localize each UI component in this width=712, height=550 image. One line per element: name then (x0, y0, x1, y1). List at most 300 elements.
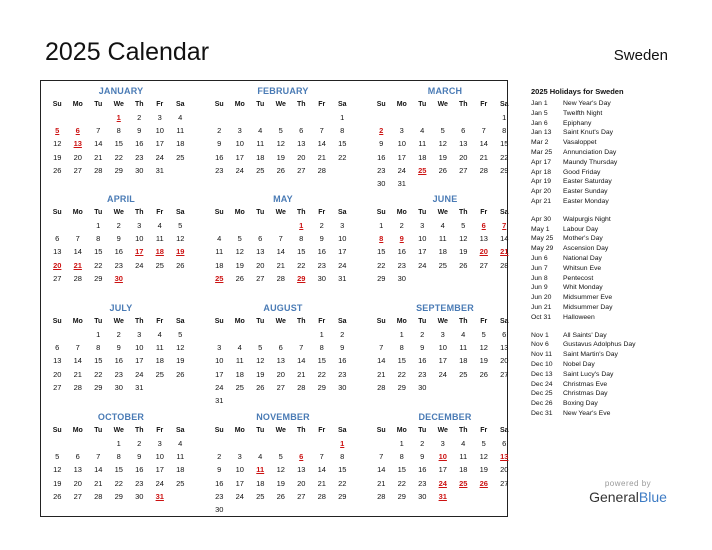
empty-day-cell (68, 219, 89, 232)
weekday-header: Mo (396, 318, 407, 325)
holiday-date: Dec 26 (531, 400, 553, 408)
day-cell: 26 (53, 165, 62, 175)
holiday-date: Jun 21 (531, 303, 552, 311)
day-cell: 14 (94, 465, 103, 475)
empty-day-cell (250, 328, 271, 341)
holiday-item (531, 360, 701, 370)
day-cell: 22 (94, 260, 103, 270)
day-cell: 5 (178, 221, 183, 230)
holiday-item (531, 313, 701, 323)
holiday-date: Jun 20 (531, 294, 552, 302)
day-cell: 2 (116, 330, 121, 339)
day-cell: 2 (420, 439, 425, 448)
day-cell: 14 (500, 234, 509, 244)
day-cell: 30 (215, 504, 224, 514)
month-name: SEPTEMBER (416, 303, 474, 313)
day-cell: 14 (73, 356, 82, 366)
holiday-day-cell: 13 (500, 452, 509, 462)
day-cell: 21 (73, 369, 82, 379)
day-cell: 10 (235, 465, 244, 475)
holiday-date: Apr 21 (531, 197, 552, 205)
day-cell: 14 (297, 356, 306, 366)
day-cell: 6 (258, 234, 263, 244)
weekday-header: We (275, 318, 286, 325)
day-cell: 7 (299, 343, 304, 353)
day-cell: 28 (479, 165, 488, 175)
day-cell: 19 (459, 247, 468, 257)
weekday-header: Th (296, 318, 306, 325)
empty-day-cell (271, 328, 292, 341)
day-cell: 5 (55, 452, 60, 462)
day-cell: 19 (276, 478, 285, 488)
month-days-grid (371, 315, 520, 394)
day-cell: 8 (299, 234, 304, 244)
day-cell: 6 (299, 126, 304, 136)
day-cell: 4 (237, 343, 242, 353)
day-cell: 14 (73, 247, 82, 257)
day-cell: 8 (399, 452, 404, 462)
day-cell: 21 (276, 260, 285, 270)
month-days-grid (209, 424, 358, 516)
month-april (46, 192, 196, 285)
day-cell: 12 (53, 465, 62, 475)
holiday-day-cell: 9 (399, 234, 404, 244)
day-cell: 6 (278, 343, 283, 353)
weekday-header: Mo (72, 427, 83, 434)
day-cell: 8 (319, 343, 324, 353)
day-cell: 5 (278, 452, 283, 462)
holiday-item (531, 128, 701, 138)
day-cell: 17 (155, 139, 164, 149)
holiday-item (531, 244, 701, 254)
weekday-header: We (437, 318, 448, 325)
holiday-day-cell: 25 (459, 478, 468, 488)
day-cell: 28 (297, 382, 306, 392)
day-cell: 4 (461, 439, 466, 448)
day-cell: 27 (500, 478, 509, 488)
holiday-date: Dec 13 (531, 370, 553, 378)
day-cell: 17 (338, 247, 347, 257)
day-cell: 4 (157, 330, 162, 339)
day-cell: 28 (377, 491, 386, 501)
day-cell: 21 (94, 152, 103, 162)
holiday-date: Jan 5 (531, 109, 548, 117)
weekday-header: Fr (480, 209, 488, 216)
day-cell: 6 (55, 343, 60, 353)
holiday-item (531, 197, 701, 207)
holiday-date: Jun 6 (531, 254, 548, 262)
day-cell: 7 (319, 126, 324, 136)
day-cell: 22 (500, 152, 509, 162)
day-cell: 4 (157, 221, 162, 230)
month-name: JANUARY (98, 86, 144, 96)
holiday-day-cell: 19 (176, 247, 185, 257)
month-may (208, 192, 358, 285)
day-cell: 27 (73, 165, 82, 175)
day-cell: 15 (338, 465, 347, 475)
weekday-header: Tu (256, 427, 265, 434)
weekday-header: Tu (418, 318, 427, 325)
weekday-header: Mo (234, 209, 245, 216)
day-cell: 8 (96, 234, 101, 244)
day-cell: 5 (481, 439, 486, 448)
holiday-day-cell: 26 (479, 478, 488, 488)
day-cell: 8 (96, 343, 101, 353)
day-cell: 13 (73, 465, 82, 475)
empty-day-cell (291, 328, 312, 341)
day-cell: 17 (155, 465, 164, 475)
holiday-day-cell: 5 (55, 126, 60, 136)
weekday-header: Sa (499, 318, 509, 325)
holiday-name: Epiphany (563, 119, 592, 127)
holiday-item (531, 138, 701, 148)
day-cell: 2 (340, 330, 345, 339)
day-cell: 20 (500, 465, 509, 475)
holiday-name: Christmas Eve (563, 380, 608, 388)
empty-day-cell (88, 437, 109, 450)
holiday-item (531, 234, 701, 244)
day-cell: 29 (338, 491, 347, 501)
holiday-item (531, 109, 701, 119)
weekday-header: Fr (156, 427, 164, 434)
day-cell: 18 (256, 152, 265, 162)
day-cell: 26 (438, 165, 447, 175)
weekday-header: Mo (234, 427, 245, 434)
weekday-header: Fr (156, 101, 164, 108)
day-cell: 16 (317, 247, 326, 257)
day-cell: 20 (500, 356, 509, 366)
holiday-item (531, 177, 701, 187)
day-cell: 25 (176, 478, 185, 488)
day-cell: 23 (317, 260, 326, 270)
day-cell: 14 (377, 356, 386, 366)
day-cell: 11 (235, 356, 244, 366)
empty-day-cell (68, 437, 89, 450)
day-cell: 19 (53, 152, 62, 162)
day-cell: 14 (317, 465, 326, 475)
day-cell: 24 (235, 165, 244, 175)
day-cell: 27 (256, 273, 265, 283)
day-cell: 12 (479, 343, 488, 353)
day-cell: 24 (338, 260, 347, 270)
empty-day-cell (250, 437, 271, 450)
month-name: FEBRUARY (257, 86, 309, 96)
day-cell: 6 (461, 126, 466, 136)
day-cell: 29 (114, 165, 123, 175)
day-cell: 10 (135, 343, 144, 353)
holiday-name: Midsummer Day (563, 303, 613, 311)
day-cell: 1 (96, 221, 101, 230)
day-cell: 9 (137, 452, 142, 462)
calendar-grid (40, 80, 508, 517)
day-cell: 3 (237, 126, 242, 136)
holiday-day-cell: 20 (479, 247, 488, 257)
day-cell: 1 (340, 113, 345, 122)
day-cell: 5 (481, 330, 486, 339)
day-cell: 15 (297, 247, 306, 257)
weekday-header: Tu (256, 318, 265, 325)
day-cell: 4 (440, 221, 445, 230)
day-cell: 25 (235, 382, 244, 392)
day-cell: 3 (399, 126, 404, 136)
day-cell: 5 (178, 330, 183, 339)
day-cell: 9 (116, 234, 121, 244)
weekday-header: We (113, 427, 124, 434)
day-cell: 29 (94, 382, 103, 392)
day-cell: 4 (258, 452, 263, 462)
holiday-date: Jan 1 (531, 100, 548, 107)
day-cell: 27 (73, 491, 82, 501)
day-cell: 18 (215, 260, 224, 270)
day-cell: 5 (461, 221, 466, 230)
day-cell: 15 (317, 356, 326, 366)
weekday-header: Tu (94, 101, 103, 108)
holiday-date: Nov 11 (531, 351, 553, 359)
weekday-header: Su (376, 427, 386, 434)
day-cell: 11 (176, 126, 185, 136)
holiday-item (531, 303, 701, 313)
day-cell: 4 (178, 113, 183, 122)
weekday-header: Tu (94, 209, 103, 216)
weekday-header: Mo (396, 427, 407, 434)
holiday-date: Mar 25 (531, 148, 553, 156)
holiday-name: Walpurgis Night (563, 215, 611, 223)
holiday-item (531, 331, 701, 341)
holiday-name: Easter Monday (563, 197, 609, 205)
month-days-grid (209, 98, 358, 177)
day-cell: 7 (481, 126, 486, 136)
day-cell: 22 (397, 478, 406, 488)
day-cell: 11 (459, 452, 468, 462)
empty-day-cell (88, 111, 109, 124)
day-cell: 31 (338, 273, 347, 283)
weekday-header: Fr (318, 101, 326, 108)
day-cell: 17 (135, 356, 144, 366)
country-label: Sweden (613, 47, 668, 64)
holiday-list-title: 2025 Holidays for Sweden (531, 87, 624, 96)
empty-day-cell (68, 328, 89, 341)
day-cell: 12 (176, 234, 185, 244)
day-cell: 10 (235, 139, 244, 149)
month-june (370, 192, 520, 285)
month-name: AUGUST (263, 303, 303, 313)
day-cell: 18 (438, 247, 447, 257)
day-cell: 22 (377, 260, 386, 270)
weekday-header: Fr (480, 427, 488, 434)
month-days-grid (47, 315, 196, 394)
day-cell: 13 (500, 343, 509, 353)
weekday-header: Mo (396, 209, 407, 216)
holiday-name: Christmas Day (563, 390, 608, 398)
holiday-day-cell: 7 (502, 221, 507, 230)
day-cell: 29 (397, 382, 406, 392)
holiday-item (531, 399, 701, 409)
day-cell: 9 (217, 465, 222, 475)
day-cell: 30 (114, 382, 123, 392)
holiday-day-cell: 1 (116, 113, 121, 122)
day-cell: 20 (73, 152, 82, 162)
day-cell: 24 (135, 260, 144, 270)
day-cell: 21 (377, 478, 386, 488)
day-cell: 10 (438, 343, 447, 353)
day-cell: 16 (418, 356, 427, 366)
day-cell: 5 (440, 126, 445, 136)
holiday-name: Whitsun Eve (563, 264, 602, 272)
day-cell: 29 (317, 382, 326, 392)
day-cell: 31 (215, 395, 224, 405)
day-cell: 1 (399, 330, 404, 339)
day-cell: 20 (73, 478, 82, 488)
holiday-day-cell: 21 (500, 247, 509, 257)
day-cell: 9 (340, 343, 345, 353)
holiday-day-cell: 11 (256, 465, 265, 475)
weekday-header: Sa (337, 318, 347, 325)
day-cell: 11 (176, 452, 185, 462)
holiday-name: New Year's Day (563, 100, 611, 107)
day-cell: 3 (440, 330, 445, 339)
empty-day-cell (230, 219, 251, 232)
weekday-header: Sa (337, 209, 347, 216)
day-cell: 29 (397, 491, 406, 501)
weekday-header: We (437, 209, 448, 216)
day-cell: 26 (459, 260, 468, 270)
weekday-header: Fr (318, 209, 326, 216)
page-title: 2025 Calendar (45, 38, 210, 66)
holiday-item (531, 225, 701, 235)
day-cell: 17 (438, 356, 447, 366)
month-name: NOVEMBER (256, 412, 310, 422)
weekday-header: Fr (318, 427, 326, 434)
holiday-day-cell: 2 (379, 126, 384, 136)
day-cell: 29 (94, 273, 103, 283)
day-cell: 25 (155, 260, 164, 270)
day-cell: 16 (215, 152, 224, 162)
month-name: MAY (273, 194, 293, 204)
holiday-name: Whit Monday (563, 284, 603, 292)
weekday-header: Th (296, 101, 306, 108)
holiday-date: Jan 13 (531, 129, 552, 137)
day-cell: 26 (53, 491, 62, 501)
day-cell: 23 (418, 478, 427, 488)
holiday-day-cell: 18 (155, 247, 164, 257)
empty-day-cell (209, 219, 230, 232)
brand-name (583, 489, 673, 505)
day-cell: 3 (157, 439, 162, 448)
month-name: OCTOBER (97, 412, 145, 422)
day-cell: 26 (479, 369, 488, 379)
month-november (208, 410, 358, 516)
weekday-header: Tu (418, 209, 427, 216)
day-cell: 7 (96, 126, 101, 136)
holiday-day-cell: 25 (215, 273, 224, 283)
day-cell: 17 (235, 478, 244, 488)
weekday-header: Th (458, 427, 468, 434)
day-cell: 3 (340, 221, 345, 230)
weekday-header: Sa (499, 209, 509, 216)
weekday-header: Th (134, 209, 144, 216)
month-days-grid (47, 98, 196, 177)
day-cell: 9 (217, 139, 222, 149)
weekday-header: Mo (234, 101, 245, 108)
month-days-grid (371, 206, 520, 285)
month-days-grid (47, 206, 196, 285)
holiday-day-cell: 13 (73, 139, 82, 149)
day-cell: 9 (379, 139, 384, 149)
day-cell: 16 (135, 465, 144, 475)
holiday-day-cell: 6 (481, 221, 486, 230)
day-cell: 25 (459, 369, 468, 379)
day-cell: 21 (377, 369, 386, 379)
weekday-header: Th (134, 427, 144, 434)
weekday-header: Mo (72, 318, 83, 325)
holiday-date: Nov 6 (531, 341, 549, 349)
month-days-grid (209, 315, 358, 407)
holiday-group-gap (531, 323, 701, 331)
day-cell: 2 (137, 113, 142, 122)
empty-day-cell (230, 111, 251, 124)
day-cell: 23 (135, 152, 144, 162)
brand-logo[interactable] (583, 479, 673, 505)
brand-name-blue: Blue (638, 489, 667, 505)
day-cell: 29 (500, 165, 509, 175)
weekday-header: We (113, 209, 124, 216)
empty-day-cell (209, 328, 230, 341)
day-cell: 18 (418, 152, 427, 162)
holiday-item (531, 274, 701, 284)
day-cell: 23 (377, 165, 386, 175)
day-cell: 1 (502, 113, 507, 122)
day-cell: 27 (500, 369, 509, 379)
month-name: APRIL (107, 194, 135, 204)
day-cell: 10 (397, 139, 406, 149)
weekday-header: Sa (175, 101, 185, 108)
holiday-name: Ascension Day (563, 245, 609, 253)
day-cell: 10 (215, 356, 224, 366)
weekday-header: Th (458, 318, 468, 325)
day-cell: 10 (338, 234, 347, 244)
day-cell: 20 (53, 369, 62, 379)
day-cell: 27 (459, 165, 468, 175)
day-cell: 19 (53, 478, 62, 488)
holiday-item (531, 158, 701, 168)
holiday-name: Labour Day (563, 225, 599, 233)
day-cell: 16 (338, 356, 347, 366)
day-cell: 18 (176, 465, 185, 475)
weekday-header: Th (296, 427, 306, 434)
month-september (370, 301, 520, 394)
weekday-header: Fr (318, 318, 326, 325)
day-cell: 27 (297, 165, 306, 175)
day-cell: 28 (276, 273, 285, 283)
weekday-header: Su (52, 318, 62, 325)
empty-day-cell (250, 111, 271, 124)
weekday-header: Sa (175, 427, 185, 434)
day-cell: 26 (276, 491, 285, 501)
holiday-date: Apr 20 (531, 188, 552, 196)
holiday-name: Good Friday (563, 168, 601, 176)
holiday-day-cell: 31 (438, 491, 447, 501)
holiday-date: May 1 (531, 225, 550, 233)
day-cell: 26 (276, 165, 285, 175)
empty-day-cell (209, 437, 230, 450)
month-december (370, 410, 520, 503)
holiday-name: Boxing Day (563, 400, 598, 408)
holiday-day-cell: 17 (135, 247, 144, 257)
day-cell: 7 (75, 343, 80, 353)
empty-day-cell (230, 437, 251, 450)
holiday-date: Oct 31 (531, 313, 552, 321)
holiday-day-cell: 31 (155, 491, 164, 501)
